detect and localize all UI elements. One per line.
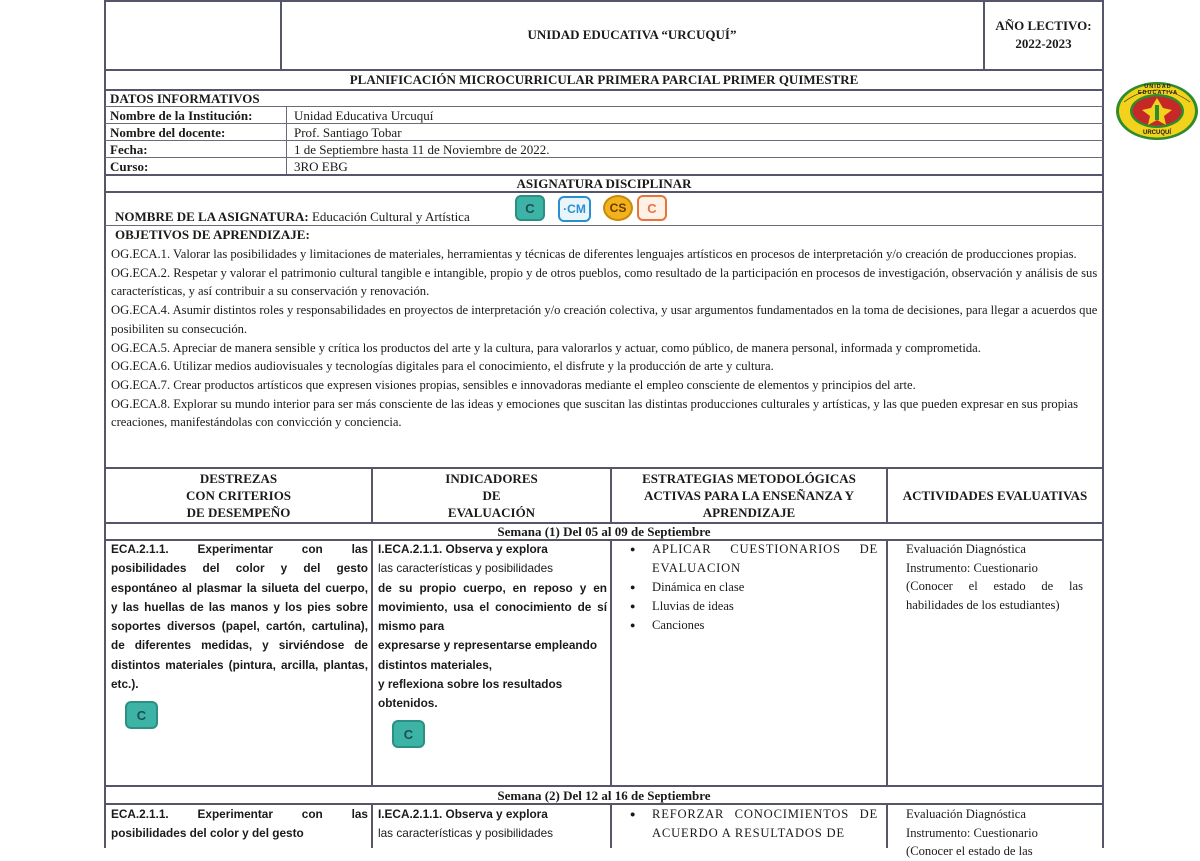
year-value: 2022-2023 xyxy=(1015,36,1072,51)
objetivos-title: OBJETIVOS DE APRENDIZAJE: xyxy=(115,227,310,242)
cs-icon: CS xyxy=(603,195,633,221)
asignatura-row xyxy=(115,209,470,225)
asignatura-label: NOMBRE DE LA ASIGNATURA: xyxy=(115,209,309,224)
list-item: ● REFORZAR CONOCIMIENTOS DE ACUERDO A RESULTADOS DE xyxy=(626,805,878,843)
datos-label-institucion: Nombre de la Institución: xyxy=(110,108,253,123)
objetivos-list xyxy=(111,245,1099,432)
objetivo-item: OG.ECA.2. Respetar y valorar el patrimonio cultural tangible e intangible, propio y de otros pueblos, como resultado de la participación en procesos de investigación, observación y análisis de sus características, y así contribuir a su conservación y renovación. xyxy=(111,265,1098,299)
datos-value-institucion: Unidad Educativa Urcuquí xyxy=(294,108,434,123)
objetivo-item: OG.ECA.8. Explorar su mundo interior para ser más consciente de las ideas y emociones que suscitan las distintas producciones culturales y artísticas, y las que pueden expresar en sus propias creaciones, manifestándolas con convicción y conciencia. xyxy=(111,396,1079,430)
school-title: UNIDAD EDUCATIVA “URCUQUÍ” xyxy=(527,27,737,42)
week2-destreza: ECA.2.1.1. Experimentar con las posibilidades del color y del gesto xyxy=(111,807,368,841)
objetivo-item: OG.ECA.5. Apreciar de manera sensible y crítica los productos del arte y la cultura, para valorarlos y actuar, como público, de manera personal, informada y comprometida. xyxy=(111,340,981,355)
cm-icon: ·CM xyxy=(558,196,591,222)
week2-indicador: I.ECA.2.1.1. Observa y explora las características y posibilidades xyxy=(378,807,554,841)
asignatura-section-title: ASIGNATURA DISCIPLINAR xyxy=(516,176,692,191)
objetivo-item: OG.ECA.1. Valorar las posibilidades y limitaciones de materiales, herramientas y técnicas de diferentes lenguajes artísticos en procesos de interpretación y/o creación de producciones propias. xyxy=(111,247,1077,261)
logo-top-text: UNIDAD EDUCATIVA xyxy=(1137,84,1179,96)
datos-label-fecha: Fecha: xyxy=(110,142,148,157)
week2-actividades: Evaluación Diagnóstica Instrumento: Cuestionario (Conocer el estado de las xyxy=(906,807,1038,859)
week2-estrategias xyxy=(626,805,878,843)
datos-value-docente: Prof. Santiago Tobar xyxy=(294,125,402,140)
week1-title: Semana (1) Del 05 al 09 de Septiembre xyxy=(497,524,711,539)
datos-label-docente: Nombre del docente: xyxy=(110,125,226,140)
list-item: ● APLICAR CUESTIONARIOS DE EVALUACION xyxy=(626,540,878,578)
school-logo xyxy=(1114,80,1200,142)
list-item: ● Canciones xyxy=(626,616,878,635)
objetivo-item: OG.ECA.6. Utilizar medios audiovisuales y tecnologías digitales para el conocimiento, el disfrute y la producción de arte y cultura. xyxy=(111,359,774,374)
week1-destreza-c-icon: C xyxy=(125,701,158,729)
list-item: ● Lluvias de ideas xyxy=(626,597,878,616)
objetivo-item: OG.ECA.7. Crear productos artísticos que expresen visiones propias, sensibles e innovadoras mediante el empleo consciente de elementos y principios del arte. xyxy=(111,377,916,392)
datos-title: DATOS INFORMATIVOS xyxy=(110,91,260,106)
col-header-estrategias: ESTRATEGIAS METODOLÓGICAS ACTIVAS PARA LA ENSEÑANZA Y APRENDIZAJE xyxy=(642,471,856,520)
logo-bottom-text: URCUQUÍ xyxy=(1143,130,1171,136)
list-item: ● Dinámica en clase xyxy=(626,578,878,597)
datos-value-curso: 3RO EBG xyxy=(294,159,348,174)
col-header-indicadores: INDICADORES DE EVALUACIÓN xyxy=(445,471,538,520)
datos-label-curso: Curso: xyxy=(110,159,149,174)
week1-actividades: Evaluación Diagnóstica Instrumento: Cuestionario (Conocer el estado de las habilidades de los estudiantes) xyxy=(906,542,1083,613)
col-header-destrezas: DESTREZAS CON CRITERIOS DE DESEMPEÑO xyxy=(185,471,292,520)
week1-estrategias xyxy=(626,540,878,635)
week2-title: Semana (2) Del 12 al 16 de Septiembre xyxy=(497,788,711,803)
week1-indicador: I.ECA.2.1.1. Observa y explora las características y posibilidades de su propio cuerpo, en reposo y en movimiento, usa el conocimiento de sí mismo para expresarse y representarse empleando distintos materiales, y reflexiona sobre los resultados obtenidos. xyxy=(378,542,607,711)
asignatura-value: Educación Cultural y Artística xyxy=(311,209,470,224)
week1-destreza: ECA.2.1.1. Experimentar con las posibilidades del color y del gesto espontáneo al plasmar la silueta del cuerpo, y las huellas de las manos y los pies sobre soportes diversos (papel, cartón, cartulina), de diferentes medidas, y sirviéndose de distintos materiales (pintura, arcilla, plantas, etc.). xyxy=(111,542,368,692)
c-chat-icon: C xyxy=(515,195,545,221)
screen-c-icon: C xyxy=(637,195,667,221)
year-label: AÑO LECTIVO: xyxy=(995,18,1092,33)
plan-title: PLANIFICACIÓN MICROCURRICULAR PRIMERA PARCIAL PRIMER QUIMESTRE xyxy=(349,72,859,87)
week1-indicador-c-icon: C xyxy=(392,720,425,748)
objetivo-item: OG.ECA.4. Asumir distintos roles y responsabilidades en proyectos de interpretación y/o creación colectiva, y usar argumentos fundamentados en la toma de decisiones, para llegar a acuerdos que posibiliten su consecución. xyxy=(111,303,1098,336)
datos-value-fecha: 1 de Septiembre hasta 11 de Noviembre de 2022. xyxy=(294,142,550,157)
col-header-actividades: ACTIVIDADES EVALUATIVAS xyxy=(902,488,1088,503)
